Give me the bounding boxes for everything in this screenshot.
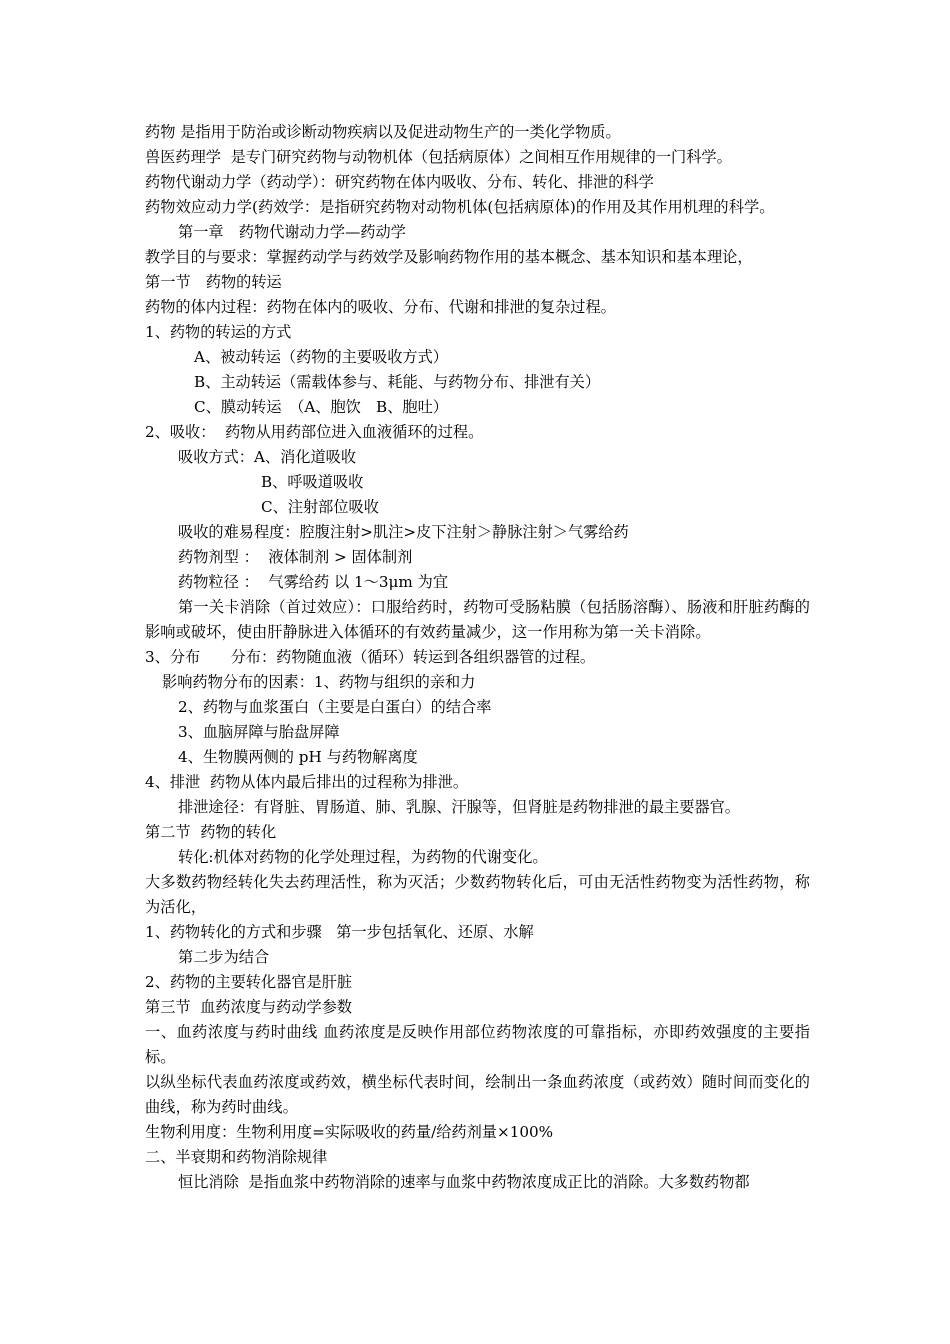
definition-drug: 药物 是指用于防治或诊断动物疾病以及促进动物生产的一类化学物质。 (145, 123, 621, 141)
transformation-organ: 2、药物的主要转化器官是肝脏 (145, 973, 353, 991)
distribution-factor-2: 2、药物与血浆蛋白（主要是白蛋白）的结合率 (178, 698, 492, 716)
chapter-title: 第一章 药物代谢动力学—药动学 (178, 223, 406, 241)
absorption-method-b: B、呼吸道吸收 (261, 473, 364, 491)
in-vivo-process: 药物的体内过程：药物在体内的吸收、分布、代谢和排泄的复杂过程。 (145, 298, 616, 316)
definition-veterinary-pharmacology: 兽医药理学 是专门研究药物与动物机体（包括病原体）之间相互作用规律的一门科学。 (145, 148, 732, 166)
excretion-routes: 排泄途径：有肾脏、胃肠道、肺、乳腺、汗腺等，但肾脏是药物排泄的最主要器官。 (178, 798, 740, 816)
definition-pharmacodynamics: 药物效应动力学(药效学：是指研究药物对动物机体(包括病原体)的作用及其作用机理的科学。 (145, 198, 775, 216)
inactivation-activation: 大多数药物经转化失去药理活性，称为灭活；少数药物转化后，可由无活性药物变为活性药物，称为活化， (145, 873, 810, 916)
transport-passive: A、被动转运（药物的主要吸收方式） (194, 348, 448, 366)
absorption-method-c: C、注射部位吸收 (261, 498, 379, 516)
transport-membrane: C、膜动转运 （A、胞饮 B、胞吐） (194, 398, 448, 416)
section-3-title: 第三节 血药浓度与药动学参数 (145, 998, 353, 1016)
heading-distribution: 3、分布 分布：药物随血液（循环）转运到各组织器管的过程。 (145, 648, 596, 666)
transformation-definition: 转化:机体对药物的化学处理过程，为药物的代谢变化。 (178, 848, 548, 866)
bioavailability: 生物利用度：生物利用度=实际吸收的药量/给药剂量×100% (145, 1123, 554, 1141)
first-order-elimination: 恒比消除 是指血浆中药物消除的速率与血浆中药物浓度成正比的消除。大多数药物都 (178, 1173, 750, 1191)
first-pass-effect: 第一关卡消除（首过效应）：口服给药时，药物可受肠粘膜（包括肠溶酶）、肠液和肝脏药酶的影响或破坏，使由肝静脉进入体循环的有效药量减少，这一作用称为第一关卡消除。 (145, 598, 810, 641)
transformation-steps: 1、药物转化的方式和步骤 第一步包括氧化、还原、水解 (145, 923, 534, 941)
section-2-title: 第二节 药物的转化 (145, 823, 277, 841)
absorption-method-a: 吸收方式：A、消化道吸收 (178, 448, 357, 466)
particle-size: 药物粒径 ： 气雾给药 以 1～3μm 为宜 (178, 573, 449, 591)
time-concentration-curve: 以纵坐标代表血药浓度或药效，横坐标代表时间，绘制出一条血药浓度（或药效）随时间而变化的曲线，称为药时曲线。 (145, 1073, 810, 1116)
blood-concentration: 一、血药浓度与药时曲线 血药浓度是反映作用部位药物浓度的可靠指标，亦即药效强度的主要指标。 (145, 1023, 810, 1066)
heading-half-life: 二、半衰期和药物消除规律 (145, 1148, 328, 1166)
heading-excretion: 4、排泄 药物从体内最后排出的过程称为排泄。 (145, 773, 469, 791)
heading-transport-methods: 1、药物的转运的方式 (145, 323, 292, 341)
document-page (145, 120, 810, 1195)
transformation-step-2: 第二步为结合 (178, 948, 270, 966)
distribution-factor-4: 4、生物膜两侧的 pH 与药物解离度 (178, 748, 418, 766)
distribution-factor-3: 3、血脑屏障与胎盘屏障 (178, 723, 340, 741)
absorption-difficulty: 吸收的难易程度：腔腹注射>肌注>皮下注射＞静脉注射＞气雾给药 (178, 523, 629, 541)
distribution-factor-1: 影响药物分布的因素：1、药物与组织的亲和力 (162, 673, 476, 691)
teaching-goals: 教学目的与要求：掌握药动学与药效学及影响药物作用的基本概念、基本知识和基本理论， (145, 248, 753, 266)
definition-pharmacokinetics: 药物代谢动力学（药动学）：研究药物在体内吸收、分布、转化、排泄的科学 (145, 173, 654, 191)
transport-active: B、主动转运（需载体参与、耗能、与药物分布、排泄有关） (194, 373, 601, 391)
dosage-form: 药物剂型 ： 液体制剂 > 固体制剂 (178, 548, 413, 566)
section-1-title: 第一节 药物的转运 (145, 273, 282, 291)
heading-absorption: 2、吸收： 药物从用药部位进入血液循环的过程。 (145, 423, 484, 441)
